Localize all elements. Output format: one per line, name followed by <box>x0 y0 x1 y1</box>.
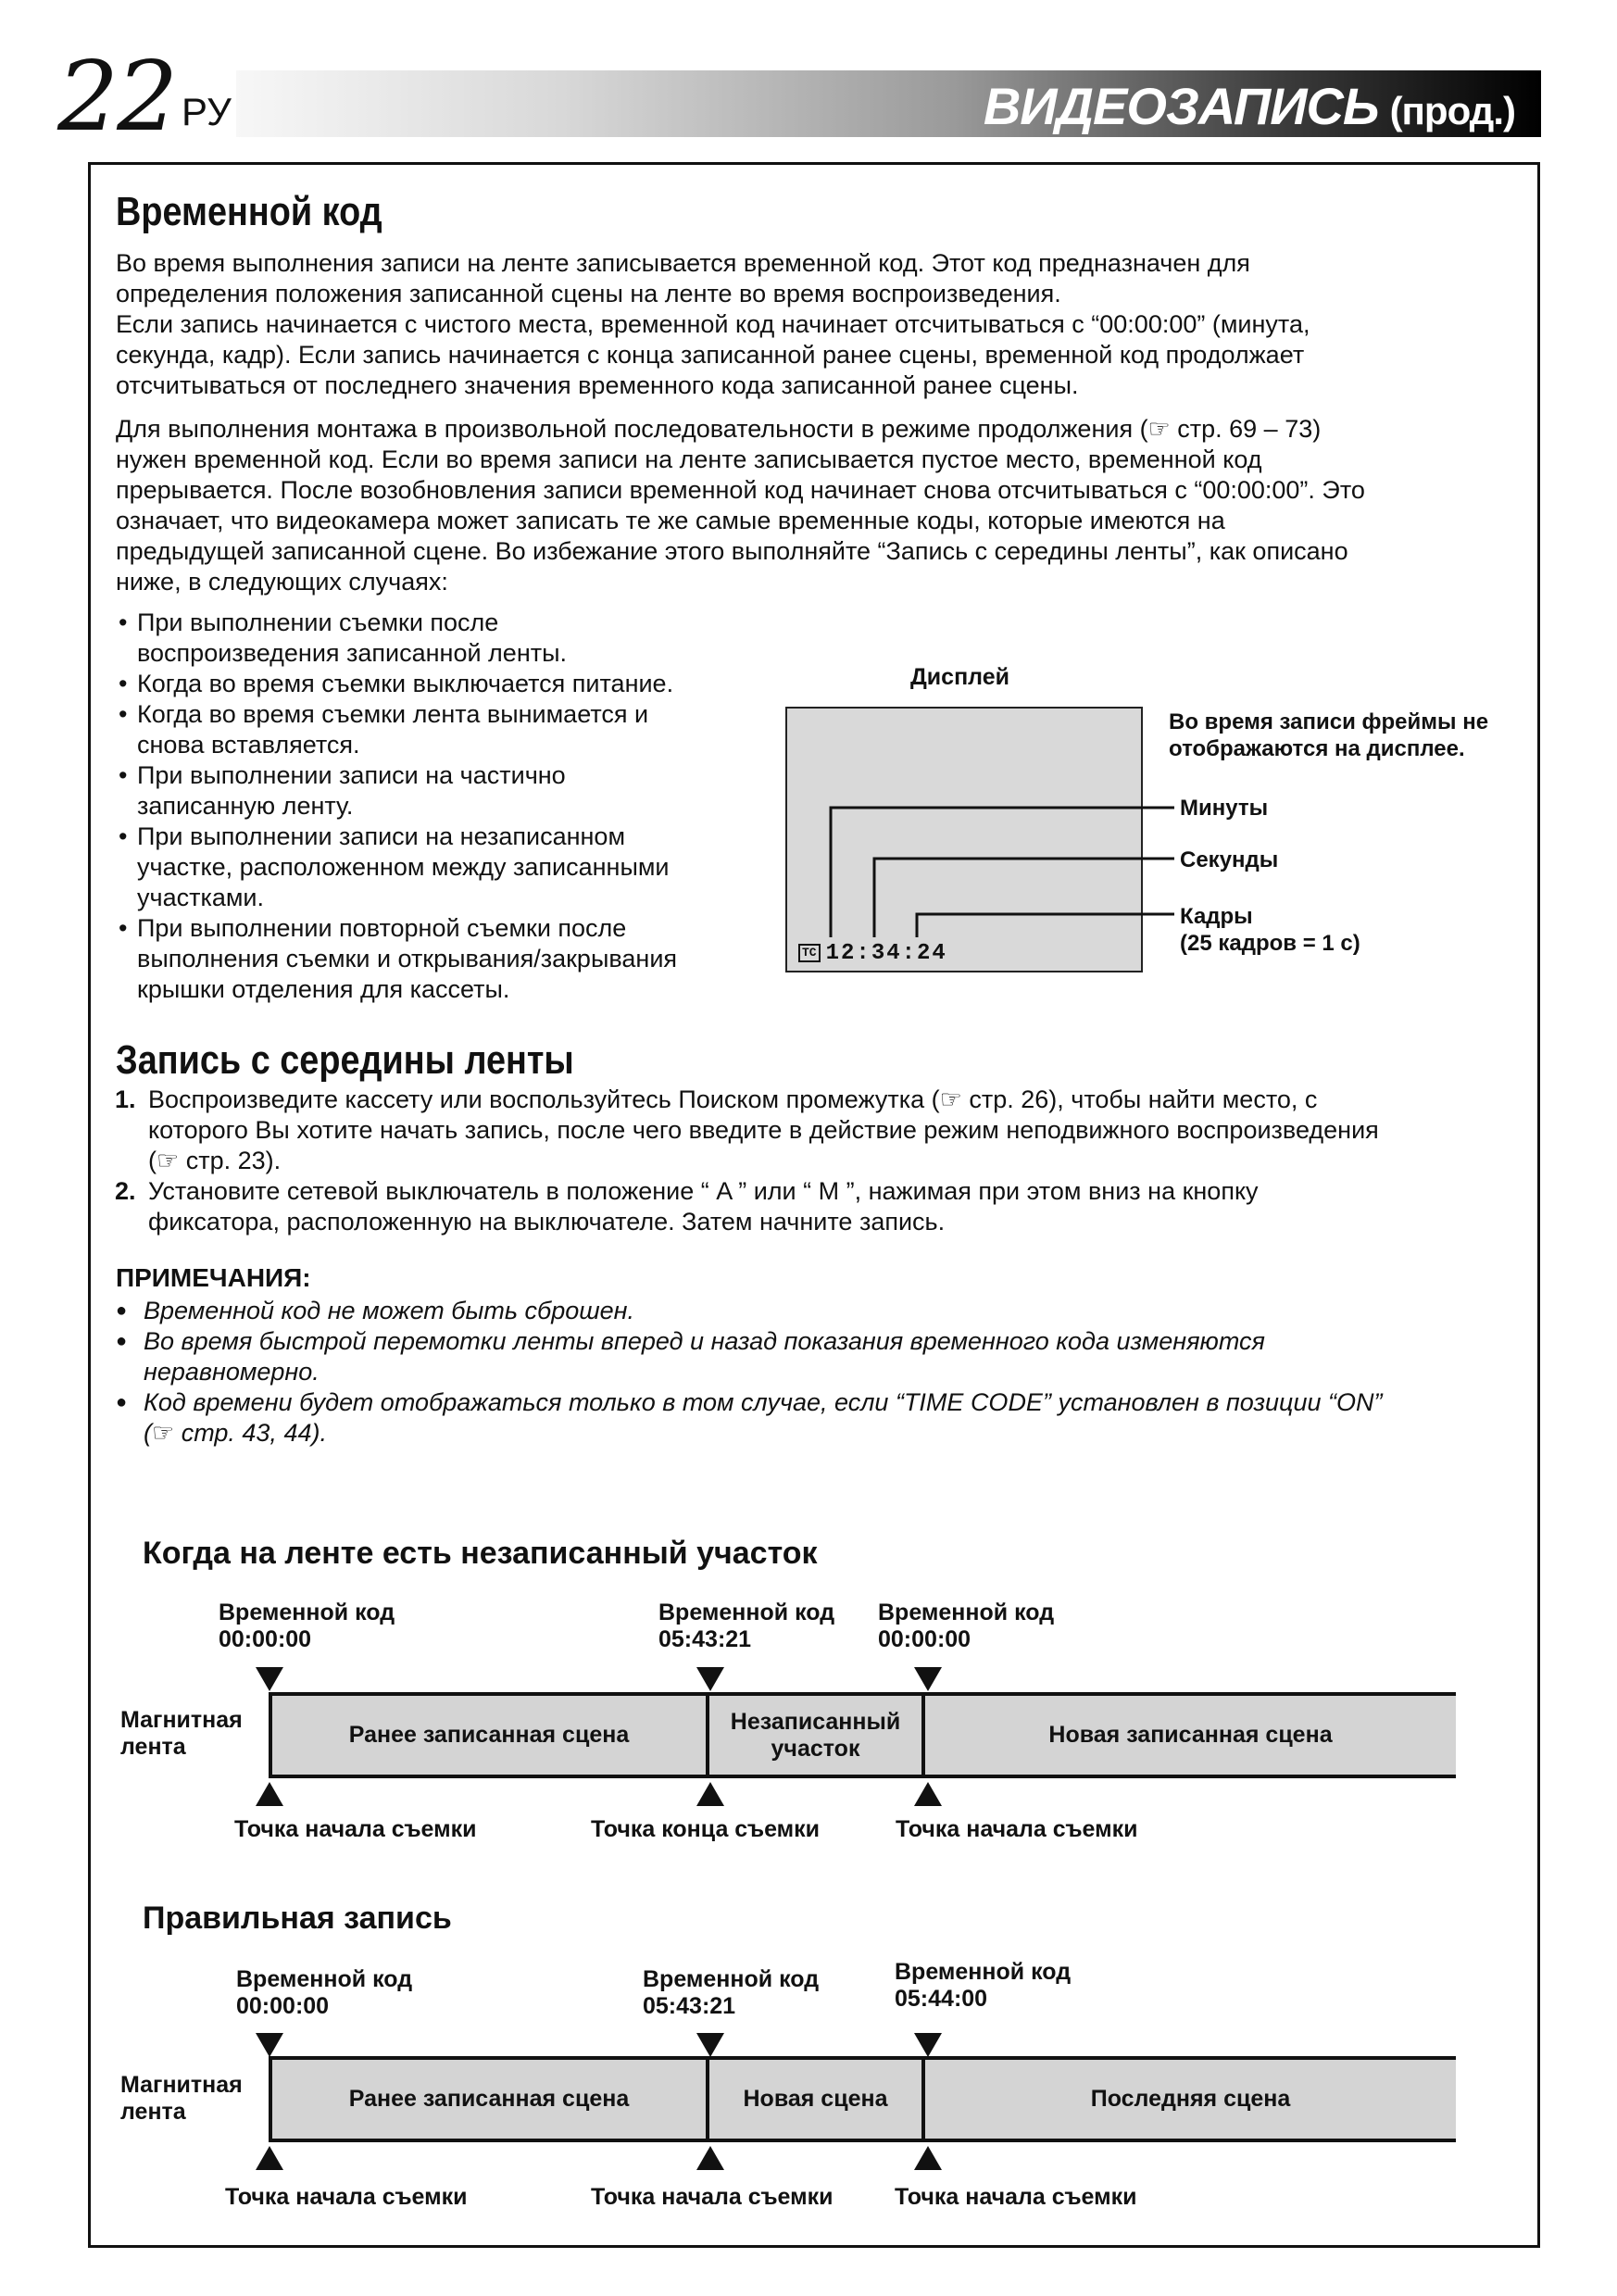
text-line: фиксатора, расположенную на выключателе. Затем начните запись. <box>148 1208 946 1236</box>
text-line: снова вставляется. <box>137 731 360 759</box>
step-item <box>115 1085 1523 1176</box>
text-line: участке, расположенном между записанными <box>137 853 670 881</box>
steps-list <box>115 1085 1523 1237</box>
tape-segment <box>925 1696 1456 1775</box>
arrow-down-icon <box>256 1667 283 1691</box>
text-line: 00:00:00 <box>236 1993 330 2019</box>
leader-frames <box>917 914 1174 937</box>
diagram1-tape-label <box>120 1707 243 1761</box>
arrow-down-icon <box>914 2033 942 2057</box>
language-label: РУ <box>182 90 232 133</box>
segment-label: Новая сцена <box>743 2086 888 2112</box>
text-line: Магнитная <box>120 1707 243 1733</box>
text-line: Временной код <box>219 1600 395 1625</box>
text-line: которого Вы хотите начать запись, после чего введите в действие режим неподвижного воспроизведения <box>148 1116 1379 1144</box>
segment-label: Новая записанная сцена <box>1048 1722 1333 1748</box>
segment-label <box>731 1709 900 1763</box>
text-line: (25 кадров = 1 с) <box>1180 931 1360 956</box>
text-line: При выполнении повторной съемки после <box>137 914 627 942</box>
text-line: (☞ стр. 43, 44). <box>144 1419 327 1447</box>
text-line: Временной код <box>895 1959 1072 1985</box>
text-line: отсчитываться от последнего значения временного кода записанной ранее сцены. <box>116 371 1079 399</box>
text-line: Когда во время съемки лента вынимается и <box>137 700 649 728</box>
text-line: Когда во время съемки выключается питание. <box>137 670 674 697</box>
text-line: определения положения записанной сцены на ленте во время воспроизведения. <box>116 280 1061 307</box>
text-line: При выполнении записи на частично <box>137 761 566 789</box>
diagram2-tc-label-1 <box>236 1966 412 2020</box>
text-line: Воспроизведите кассету или воспользуйтесь Поиском промежутка (☞ стр. 26), чтобы найти место, с <box>148 1085 1318 1113</box>
text-line: Временной код <box>643 1966 820 1992</box>
section-heading-timecode: Временной код <box>116 189 382 234</box>
notes-list <box>116 1296 1505 1449</box>
tape-segment <box>709 2060 921 2139</box>
text-line: прерывается. После возобновления записи временной код начинает снова отсчитываться с “00:00:00”. Это <box>116 476 1365 504</box>
text-line: Установите сетевой выключатель в положение “ A ” или “ M ”, нажимая при этом вниз на кнопку <box>148 1177 1259 1205</box>
text-line: Кадры <box>1180 904 1253 929</box>
arrow-up-icon <box>914 2146 942 2170</box>
text-line: лента <box>120 2099 186 2125</box>
text-line: Во время выполнения записи на ленте записывается временной код. Этот код предназначен для <box>116 249 1250 277</box>
text-line: отображаются на дисплее. <box>1169 736 1465 761</box>
text-line: Временной код <box>878 1600 1055 1625</box>
text-line: 05:43:21 <box>643 1993 736 2019</box>
text-line: крышки отделения для кассеты. <box>137 975 510 1003</box>
segment-label: Последняя сцена <box>1090 2086 1291 2112</box>
text-line: 00:00:00 <box>878 1626 971 1652</box>
diagram1-title: Когда на ленте есть незаписанный участок <box>143 1536 818 1571</box>
tape-segment <box>709 1696 921 1775</box>
arrow-down-icon <box>256 2033 283 2057</box>
tape-segment <box>272 2060 706 2139</box>
text-line: Временной код <box>658 1600 835 1625</box>
text-line: Если запись начинается с чистого места, временной код начинает отсчитываться с “00:00:00” (минута, <box>116 310 1310 338</box>
text-line: Временной код не может быть сброшен. <box>144 1297 635 1324</box>
text-line: Временной код <box>236 1966 413 1992</box>
timecode-value: 12:34:24 <box>825 941 947 966</box>
notes-heading: ПРИМЕЧАНИЯ: <box>116 1263 311 1292</box>
section-heading-midrec: Запись с середины ленты <box>116 1037 574 1083</box>
note-item <box>116 1326 1505 1387</box>
text-line: воспроизведения записанной ленты. <box>137 639 568 667</box>
arrow-down-icon <box>696 1667 724 1691</box>
chapter-continued: (прод.) <box>1389 89 1515 132</box>
step-number: 1. <box>115 1085 136 1113</box>
text-line: записанную ленту. <box>137 792 354 820</box>
text-line: Для выполнения монтажа в произвольной последовательности в режиме продолжения (☞ стр. 69 – 73) <box>116 415 1322 443</box>
note-item <box>116 1296 1505 1326</box>
tape-segment <box>925 2060 1456 2139</box>
text-line: предыдущей записанной сцене. Во избежание этого выполняйте “Запись с середины ленты”, как описано <box>116 537 1348 565</box>
text-line: участок <box>771 1735 860 1762</box>
leader-minutes <box>831 808 1174 937</box>
arrow-down-icon <box>914 1667 942 1691</box>
chapter-title-text: ВИДЕОЗАПИСЬ <box>983 77 1379 135</box>
text-line: Во время записи фреймы не <box>1169 709 1489 734</box>
arrow-down-icon <box>696 2033 724 2057</box>
display-title: Дисплей <box>910 664 1010 690</box>
diagram1-point-3: Точка начала съемки <box>896 1816 1138 1842</box>
diagram1-tc-label-3 <box>878 1600 1054 1653</box>
diagram1-point-2: Точка конца съемки <box>591 1816 821 1842</box>
text-line: При выполнении записи на незаписанном <box>137 822 626 850</box>
step-item <box>115 1176 1523 1237</box>
text-line: участками. <box>137 884 265 911</box>
text-line: При выполнении съемки после <box>137 609 499 636</box>
diagram1-point-1: Точка начала съемки <box>234 1816 477 1842</box>
label-seconds: Секунды <box>1180 847 1279 872</box>
arrow-up-icon <box>696 1782 724 1806</box>
display-note <box>1169 709 1488 762</box>
tape-segment <box>272 1696 706 1775</box>
diagram1-tc-label-1 <box>219 1600 395 1653</box>
step-number: 2. <box>115 1177 136 1205</box>
text-line: 05:43:21 <box>658 1626 752 1652</box>
text-line: секунда, кадр). Если запись начинается с конца записанной ранее сцены, временной код продолжает <box>116 341 1305 369</box>
text-line: 00:00:00 <box>219 1626 312 1652</box>
text-line: 05:44:00 <box>895 1986 988 2012</box>
text-line: нужен временной код. Если во время записи на ленте записывается пустое место, временной код <box>116 445 1262 473</box>
text-line: неравномерно. <box>144 1358 320 1386</box>
text-line: (☞ стр. 23). <box>148 1147 282 1174</box>
diagram2-tape <box>269 2056 1456 2142</box>
arrow-up-icon <box>256 2146 283 2170</box>
diagram2-title: Правильная запись <box>143 1901 452 1936</box>
text-line: выполнения съемки и открывания/закрывания <box>137 945 678 972</box>
label-minutes: Минуты <box>1180 796 1269 821</box>
segment-label: Ранее записанная сцена <box>348 2086 630 2112</box>
diagram2-tc-label-3 <box>895 1959 1071 2013</box>
diagram2-tc-label-2 <box>643 1966 819 2020</box>
text-line: лента <box>120 1734 186 1760</box>
text-line: Код времени будет отображаться только в том случае, если “TIME CODE” установлен в позиции “ON” <box>144 1388 1383 1416</box>
display-leader-lines <box>0 0 1617 1019</box>
arrow-up-icon <box>914 1782 942 1806</box>
arrow-up-icon <box>696 2146 724 2170</box>
tc-icon: TC <box>798 944 821 962</box>
diagram1-tc-label-2 <box>658 1600 834 1653</box>
page-number: 22 <box>57 40 177 153</box>
segment-label: Ранее записанная сцена <box>348 1722 630 1748</box>
diagram2-point-3: Точка начала съемки <box>895 2184 1137 2210</box>
diagram1-tape <box>269 1692 1456 1778</box>
leader-seconds <box>874 859 1174 937</box>
text-line: Незаписанный <box>730 1708 901 1735</box>
note-item <box>116 1387 1505 1449</box>
diagram2-point-2: Точка начала съемки <box>591 2184 834 2210</box>
text-line: ниже, в следующих случаях: <box>116 568 448 596</box>
diagram2-point-1: Точка начала съемки <box>225 2184 468 2210</box>
arrow-up-icon <box>256 1782 283 1806</box>
label-frames <box>1180 903 1360 957</box>
diagram2-tape-label <box>120 2072 243 2126</box>
text-line: означает, что видеокамера может записать те же самые временные коды, которые имеются на <box>116 507 1225 534</box>
text-line: Во время быстрой перемотки ленты вперед и назад показания временного кода изменяются <box>144 1327 1265 1355</box>
text-line: Магнитная <box>120 2072 243 2098</box>
